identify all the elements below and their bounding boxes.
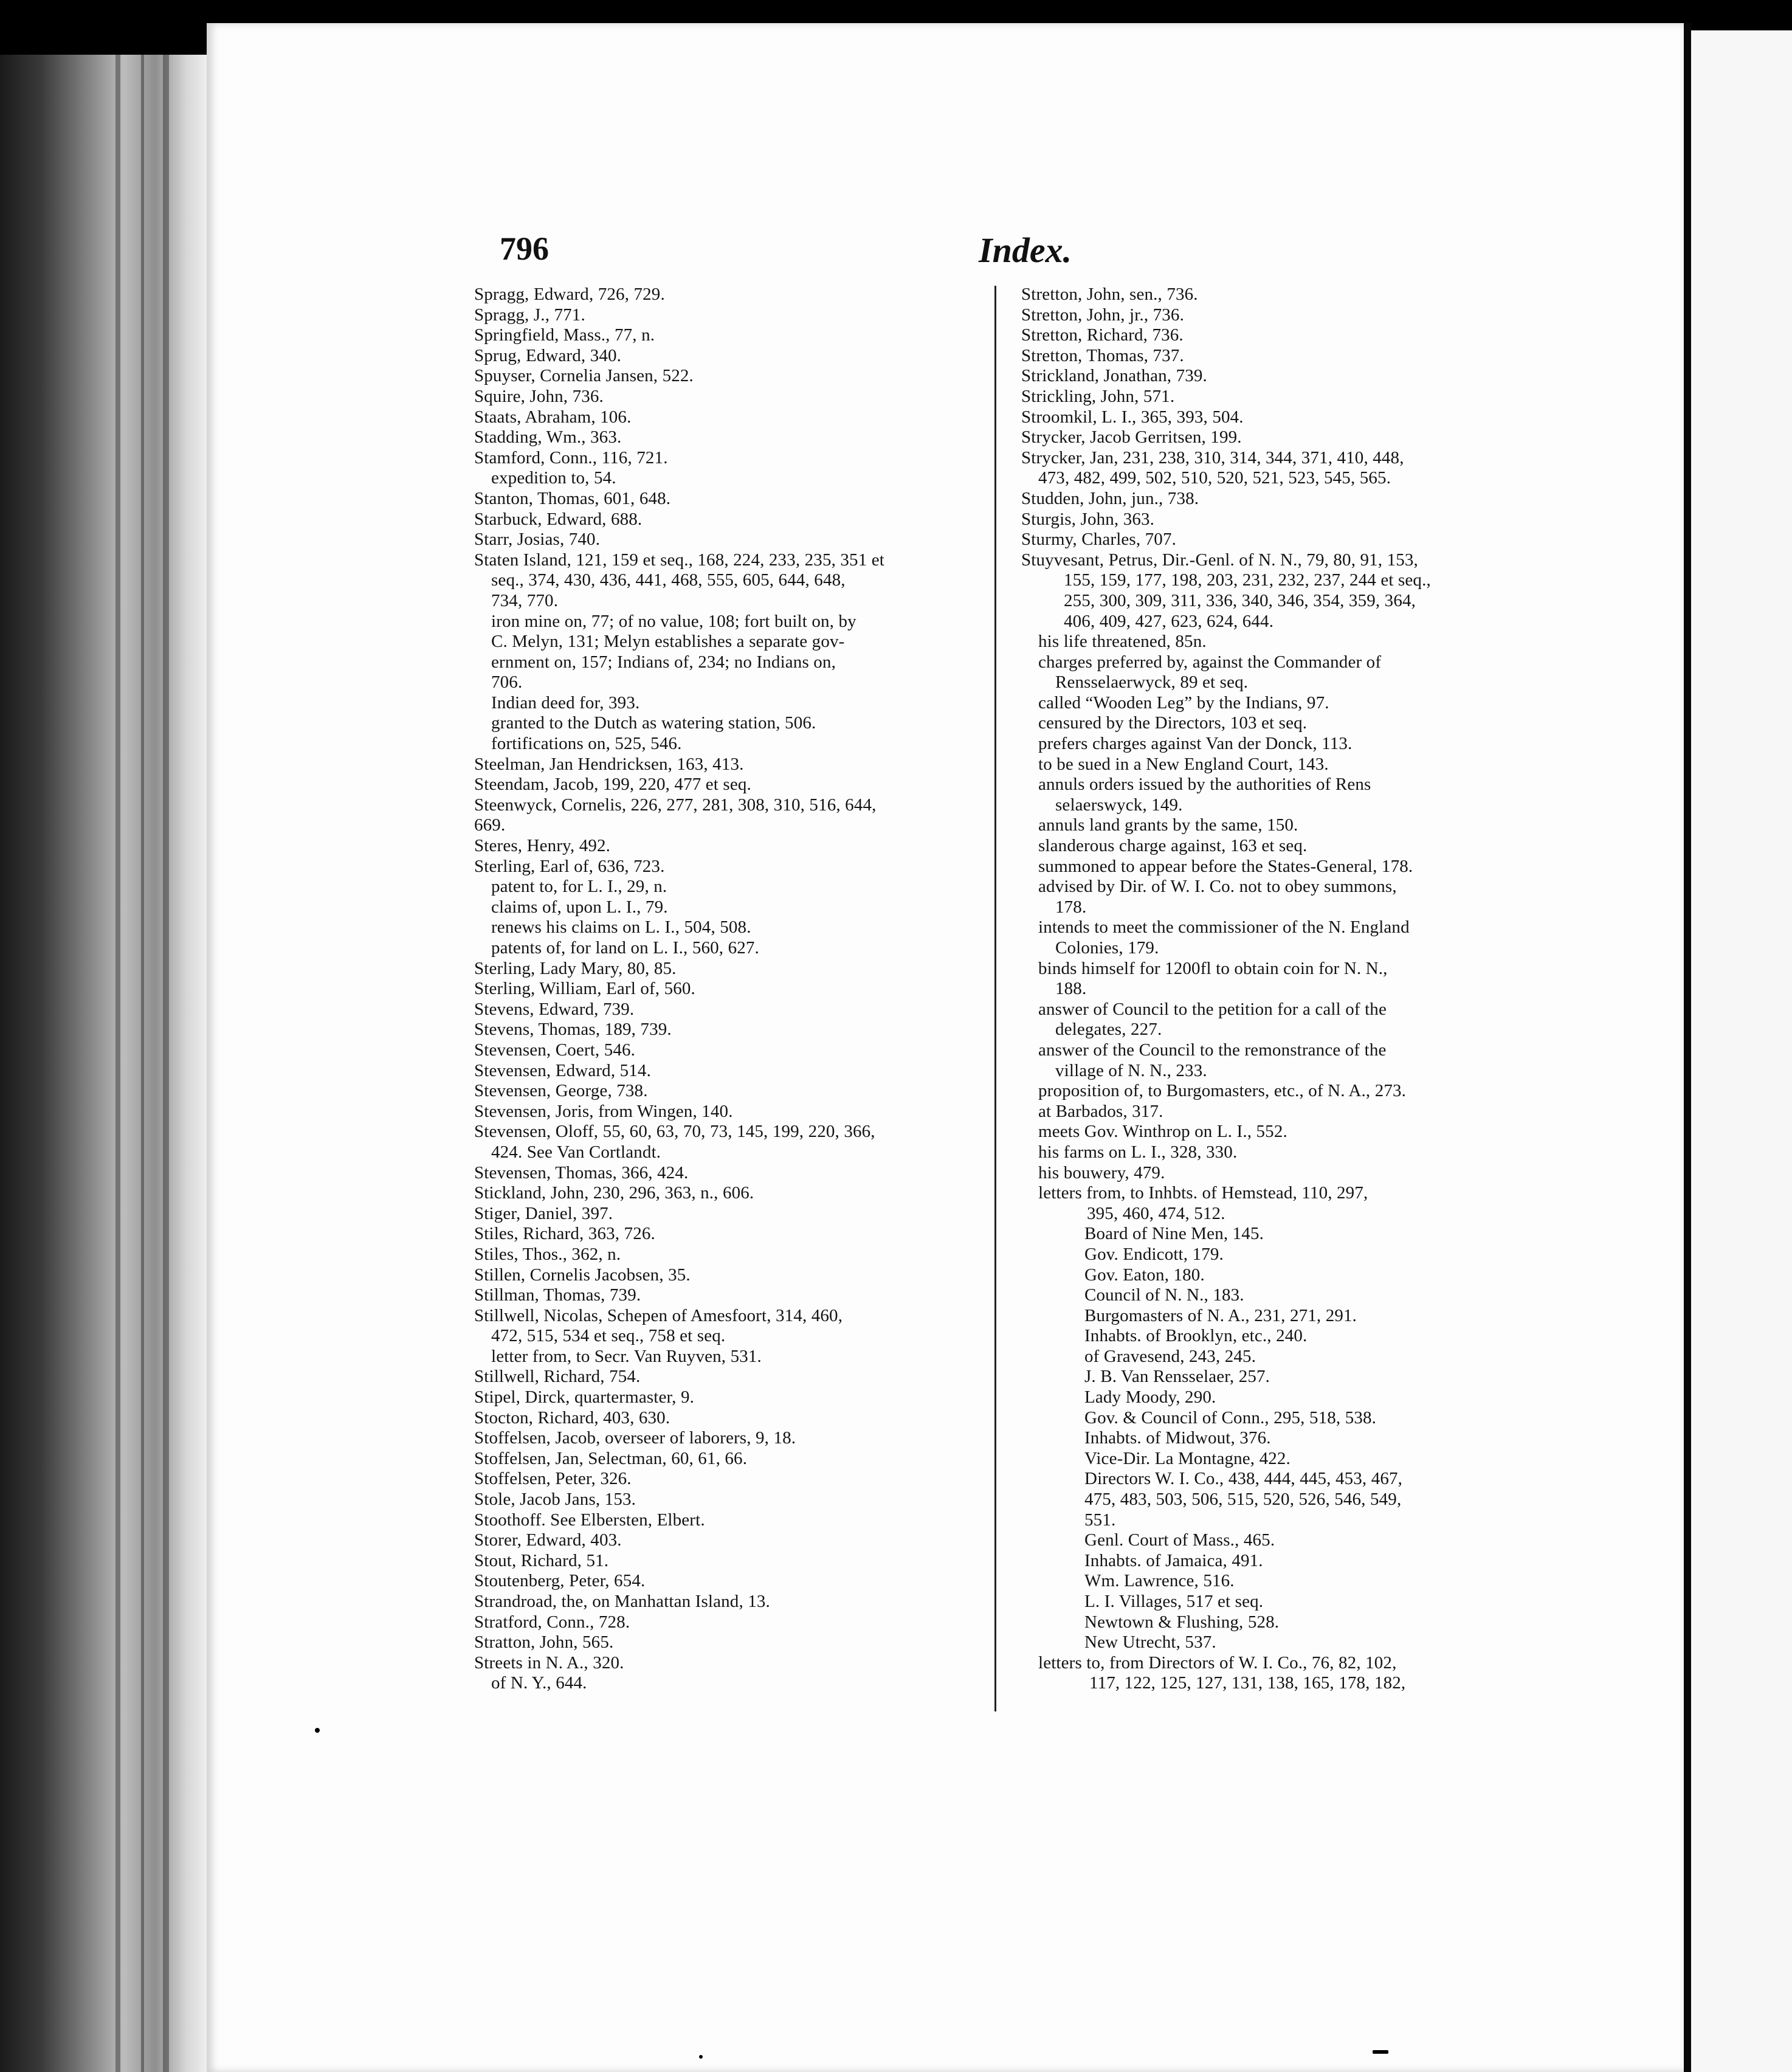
index-entry: Sprug, Edward, 340.: [474, 345, 622, 365]
column-rule: [994, 286, 996, 1711]
index-entry-continued: 734, 770.: [491, 590, 559, 610]
index-subentry-continued: 188.: [1055, 979, 1087, 999]
index-entry: Stillwell, Nicolas, Schepen of Amesfoort, 314, 460,: [474, 1305, 843, 1325]
index-subentry: patents of, for land on L. I., 560, 627.: [491, 938, 759, 958]
index-entry: Stretton, John, sen., 736.: [1021, 285, 1198, 304]
index-entry: Strickland, Jonathan, 739.: [1021, 366, 1207, 386]
index-subentry: annuls orders issued by the authorities of Rens: [1038, 775, 1371, 795]
index-entry: Stamford, Conn., 116, 721.: [474, 447, 668, 468]
index-entry: Stadding, Wm., 363.: [474, 427, 622, 447]
index-column-right: [1021, 285, 1526, 1694]
index-subsubentry: Gov. Endicott, 179.: [1084, 1244, 1224, 1264]
index-entry: Spragg, Edward, 726, 729.: [474, 285, 665, 304]
index-subsubentry: Genl. Court of Mass., 465.: [1084, 1530, 1275, 1550]
index-subentry: iron mine on, 77; of no value, 108; fort built on, by: [491, 611, 856, 631]
index-entry: Stocton, Richard, 403, 630.: [474, 1407, 670, 1428]
index-entry: Sterling, Lady Mary, 80, 85.: [474, 958, 677, 978]
scan-speck: [1373, 2050, 1388, 2054]
index-entry: Stevensen, George, 738.: [474, 1081, 648, 1101]
index-entry: Squire, John, 736.: [474, 386, 604, 406]
index-subentry: charges preferred by, against the Commander of: [1038, 652, 1382, 672]
index-entry-continued: 255, 300, 309, 311, 336, 340, 346, 354, 359, 364,: [1064, 590, 1416, 610]
index-entry: Stevensen, Coert, 546.: [474, 1040, 636, 1060]
index-subentry: his farms on L. I., 328, 330.: [1038, 1142, 1238, 1162]
index-entry: Stiles, Thos., 362, n.: [474, 1244, 621, 1264]
index-entry: Stanton, Thomas, 601, 648.: [474, 488, 671, 508]
index-subentry: letters to, from Directors of W. I. Co., 76, 82, 102,: [1038, 1652, 1397, 1673]
index-subentry: of N. Y., 644.: [491, 1673, 587, 1693]
index-entry: Stole, Jacob Jans, 153.: [474, 1490, 636, 1510]
index-entry: Staten Island, 121, 159 et seq., 168, 224, 233, 235, 351 et: [474, 550, 884, 570]
index-entry: Strycker, Jacob Gerritsen, 199.: [1021, 427, 1242, 447]
index-subentry-continued: delegates, 227.: [1055, 1020, 1162, 1040]
index-entry: Stuyvesant, Petrus, Dir.-Genl. of N. N., 79, 80, 91, 153,: [1021, 550, 1418, 570]
index-entry-continued: 473, 482, 499, 502, 510, 520, 521, 523, 545, 565.: [1038, 468, 1391, 488]
index-entry: Stevensen, Joris, from Wingen, 140.: [474, 1101, 733, 1121]
index-subentry: meets Gov. Winthrop on L. I., 552.: [1038, 1122, 1287, 1142]
index-subentry: granted to the Dutch as watering station, 506.: [491, 713, 816, 733]
index-entry-continued: 155, 159, 177, 198, 203, 231, 232, 237, 244 et seq.,: [1064, 570, 1431, 590]
index-subentry-continued: village of N. N., 233.: [1055, 1060, 1207, 1080]
index-entry: Stretton, John, jr., 736.: [1021, 305, 1184, 325]
index-entry: Stretton, Richard, 736.: [1021, 325, 1184, 345]
index-entry: Steres, Henry, 492.: [474, 836, 611, 856]
index-entry: Steenwyck, Cornelis, 226, 277, 281, 308, 310, 516, 644,: [474, 795, 877, 815]
index-subentry: Indian deed for, 393.: [491, 692, 640, 713]
index-entry: Stratton, John, 565.: [474, 1632, 614, 1652]
index-subentry: slanderous charge against, 163 et seq.: [1038, 836, 1308, 856]
index-column-left: [474, 285, 997, 1694]
index-subsubentry-continued: 551.: [1084, 1510, 1116, 1530]
index-entry: Stipel, Dirck, quartermaster, 9.: [474, 1387, 695, 1407]
index-subentry: intends to meet the commissioner of the N. England: [1038, 917, 1410, 938]
index-subentry: proposition of, to Burgomasters, etc., of N. A., 273.: [1038, 1081, 1407, 1101]
index-entry: Stoffelsen, Jan, Selectman, 60, 61, 66.: [474, 1448, 748, 1468]
index-entry: Stoutenberg, Peter, 654.: [474, 1571, 646, 1591]
index-subentry: answer of Council to the petition for a call of the: [1038, 999, 1387, 1019]
index-subentry-continued: 178.: [1055, 897, 1087, 917]
index-entry: Stoffelsen, Peter, 326.: [474, 1469, 632, 1489]
index-subentry: to be sued in a New England Court, 143.: [1038, 754, 1329, 774]
index-subentry: patent to, for L. I., 29, n.: [491, 877, 667, 897]
index-subsubentry: Council of N. N., 183.: [1084, 1285, 1244, 1305]
index-subsubentry: Newtown & Flushing, 528.: [1084, 1612, 1280, 1632]
index-subentry: his life threatened, 85n.: [1038, 632, 1207, 652]
index-subentry-continued: Colonies, 179.: [1055, 938, 1159, 958]
index-entry: Sterling, Earl of, 636, 723.: [474, 856, 665, 876]
index-subentry: letter from, to Secr. Van Ruyven, 531.: [491, 1346, 762, 1366]
index-entry-continued: 406, 409, 427, 623, 624, 644.: [1064, 611, 1274, 631]
index-entry: Stretton, Thomas, 737.: [1021, 345, 1184, 365]
index-entry: Stratford, Conn., 728.: [474, 1612, 630, 1632]
index-subentry-continued: ernment on, 157; Indians of, 234; no Indians on,: [491, 652, 836, 672]
index-entry: Sturmy, Charles, 707.: [1021, 530, 1177, 550]
index-subentry: his bouwery, 479.: [1038, 1162, 1165, 1183]
index-entry: Steendam, Jacob, 199, 220, 477 et seq.: [474, 775, 751, 795]
index-subentry-continued: 706.: [491, 672, 523, 692]
index-entry: Stroomkil, L. I., 365, 393, 504.: [1021, 407, 1244, 427]
index-subsubentry: Lady Moody, 290.: [1084, 1387, 1216, 1407]
index-subsubentry: J. B. Van Rensselaer, 257.: [1084, 1367, 1270, 1387]
index-subentry: at Barbados, 317.: [1038, 1101, 1163, 1121]
index-entry-continued: seq., 374, 430, 436, 441, 468, 555, 605, 644, 648,: [491, 570, 846, 590]
index-subsubentry: Vice-Dir. La Montagne, 422.: [1084, 1448, 1291, 1468]
index-entry: Stevens, Edward, 739.: [474, 999, 635, 1019]
index-entry: Spuyser, Cornelia Jansen, 522.: [474, 366, 694, 386]
index-entry: Springfield, Mass., 77, n.: [474, 325, 655, 345]
index-entry: Stiles, Richard, 363, 726.: [474, 1224, 655, 1244]
index-subsubentry: Wm. Lawrence, 516.: [1084, 1571, 1235, 1591]
next-page-edge: [1691, 30, 1792, 2072]
index-entry: Starr, Josias, 740.: [474, 530, 601, 550]
index-entry: Strycker, Jan, 231, 238, 310, 314, 344, 371, 410, 448,: [1021, 447, 1404, 468]
scan-speck: [699, 2055, 703, 2059]
index-subsubentry: Board of Nine Men, 145.: [1084, 1224, 1264, 1244]
index-subentry: binds himself for 1200fl to obtain coin for N. N.,: [1038, 958, 1388, 978]
index-entry: Stout, Richard, 51.: [474, 1550, 609, 1570]
scan-speck: [315, 1728, 320, 1733]
index-subentry: fortifications on, 525, 546.: [491, 734, 682, 754]
index-subentry: renews his claims on L. I., 504, 508.: [491, 917, 751, 938]
book-spine: [0, 55, 207, 2072]
index-subentry: censured by the Directors, 103 et seq.: [1038, 713, 1308, 733]
index-subentry-continued: selaerswyck, 149.: [1055, 795, 1183, 815]
index-subentry-continued: Rensselaerwyck, 89 et seq.: [1055, 672, 1249, 692]
index-subsubentry: New Utrecht, 537.: [1084, 1632, 1216, 1652]
index-entry: Studden, John, jun., 738.: [1021, 488, 1199, 508]
index-entry: Spragg, J., 771.: [474, 305, 585, 325]
index-entry: Strickling, John, 571.: [1021, 386, 1175, 406]
index-subentry-continued: C. Melyn, 131; Melyn establishes a separate gov-: [491, 632, 845, 652]
index-subentry: annuls land grants by the same, 150.: [1038, 815, 1298, 835]
index-subentry: claims of, upon L. I., 79.: [491, 897, 668, 917]
index-subsubentry: of Gravesend, 243, 245.: [1084, 1346, 1256, 1366]
index-entry: Steelman, Jan Hendricksen, 163, 413.: [474, 754, 744, 774]
page-number: 796: [500, 230, 549, 267]
index-entry: Strandroad, the, on Manhattan Island, 13.: [474, 1592, 770, 1611]
index-entry-continued: 424. See Van Cortlandt.: [491, 1142, 661, 1162]
index-subentry-continued: 395, 460, 474, 512.: [1087, 1203, 1225, 1223]
index-entry: Stickland, John, 230, 296, 363, n., 606.: [474, 1183, 754, 1203]
index-subsubentry: Gov. & Council of Conn., 295, 518, 538.: [1084, 1407, 1377, 1428]
index-entry: Stevens, Thomas, 189, 739.: [474, 1020, 672, 1040]
index-subentry: called “Wooden Leg” by the Indians, 97.: [1038, 692, 1329, 713]
index-entry: Storer, Edward, 403.: [474, 1530, 622, 1550]
index-subsubentry: Burgomasters of N. A., 231, 271, 291.: [1084, 1305, 1357, 1325]
index-entry: Stevensen, Thomas, 366, 424.: [474, 1162, 689, 1183]
index-entry: Stillman, Thomas, 739.: [474, 1285, 641, 1305]
index-entry: Stillwell, Richard, 754.: [474, 1367, 641, 1387]
index-subentry: expedition to, 54.: [491, 468, 616, 488]
index-subsubentry: Gov. Eaton, 180.: [1084, 1265, 1205, 1285]
index-entry: Sterling, William, Earl of, 560.: [474, 979, 695, 999]
index-subentry: summoned to appear before the States-General, 178.: [1038, 856, 1413, 876]
index-subsubentry: Inhabts. of Jamaica, 491.: [1084, 1550, 1263, 1570]
index-entry: Stiger, Daniel, 397.: [474, 1203, 613, 1223]
index-entry: Starbuck, Edward, 688.: [474, 509, 643, 529]
index-entry: Staats, Abraham, 106.: [474, 407, 632, 427]
index-subsubentry-continued: 475, 483, 503, 506, 515, 520, 526, 546, 549,: [1084, 1490, 1402, 1510]
index-subsubentry: L. I. Villages, 517 et seq.: [1084, 1592, 1264, 1611]
index-entry: Stevensen, Edward, 514.: [474, 1060, 651, 1080]
index-entry: Stoffelsen, Jacob, overseer of laborers, 9, 18.: [474, 1428, 796, 1448]
index-subsubentry: Directors W. I. Co., 438, 444, 445, 453, 467,: [1084, 1469, 1403, 1489]
index-subentry: advised by Dir. of W. I. Co. not to obey summons,: [1038, 877, 1397, 897]
page-gutter: [1684, 23, 1691, 2072]
index-subsubentry: Inhabts. of Brooklyn, etc., 240.: [1084, 1326, 1308, 1346]
index-entry: Streets in N. A., 320.: [474, 1652, 624, 1673]
index-entry-continued: 669.: [474, 815, 506, 835]
index-subentry: prefers charges against Van der Donck, 113.: [1038, 734, 1353, 754]
index-subentry-continued: 117, 122, 125, 127, 131, 138, 165, 178, 182,: [1089, 1673, 1406, 1693]
index-entry: Stillen, Cornelis Jacobsen, 35.: [474, 1265, 691, 1285]
index-entry-continued: 472, 515, 534 et seq., 758 et seq.: [491, 1326, 726, 1346]
index-subentry: answer of the Council to the remonstrance of the: [1038, 1040, 1387, 1060]
index-subsubentry: Inhabts. of Midwout, 376.: [1084, 1428, 1271, 1448]
running-head: Index.: [979, 230, 1072, 270]
index-entry: Stevensen, Oloff, 55, 60, 63, 70, 73, 145, 199, 220, 366,: [474, 1122, 875, 1142]
index-entry: Stoothoff. See Elbersten, Elbert.: [474, 1510, 705, 1530]
index-subentry: letters from, to Inhbts. of Hemstead, 110, 297,: [1038, 1183, 1368, 1203]
index-entry: Sturgis, John, 363.: [1021, 509, 1155, 529]
